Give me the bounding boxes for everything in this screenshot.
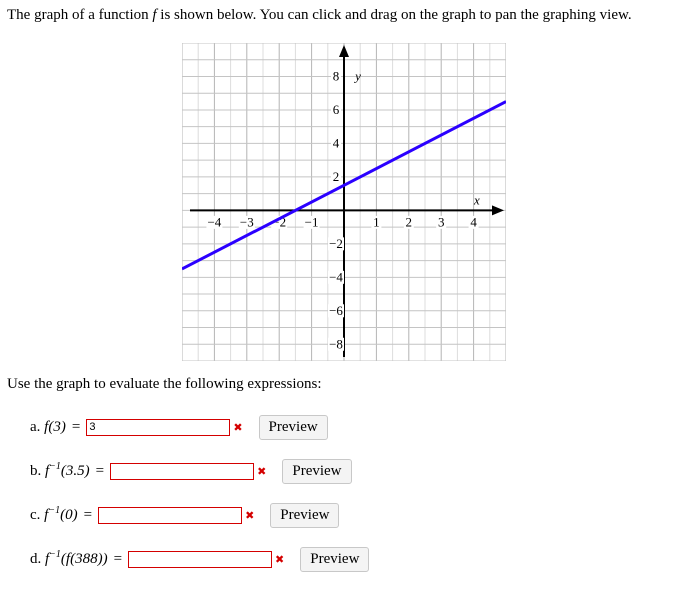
intro-text-start: The graph of a function: [7, 7, 153, 23]
preview-button-b[interactable]: Preview: [282, 459, 351, 484]
answer-input-b[interactable]: [110, 463, 254, 480]
question-d-equals: =: [113, 550, 123, 567]
x-tick-label: −3: [239, 214, 254, 230]
error-x-icon: ✖: [257, 464, 267, 478]
question-b-equals: =: [95, 462, 105, 479]
x-tick-label: 2: [405, 214, 413, 230]
answer-input-d[interactable]: [128, 551, 272, 568]
question-a: [30, 415, 328, 439]
error-x-icon: ✖: [245, 508, 255, 522]
question-a-label: a.: [30, 418, 41, 435]
x-tick-label: 4: [470, 214, 477, 230]
x-tick-label: −1: [304, 214, 319, 230]
question-b-argument: (3.5): [60, 462, 90, 479]
y-tick-label: 8: [332, 68, 340, 84]
question-c-equals: =: [83, 506, 93, 523]
y-tick-label: −2: [329, 235, 343, 251]
question-c: [30, 503, 339, 527]
question-c-function: f: [44, 506, 49, 523]
question-b-function: f: [45, 462, 50, 479]
x-tick-label: 3: [437, 214, 445, 230]
question-a-equals: =: [71, 418, 81, 435]
preview-button-c[interactable]: Preview: [270, 503, 339, 528]
y-tick-label: 6: [332, 101, 340, 117]
error-x-icon: ✖: [233, 420, 243, 434]
question-c-inverse-sup: −1: [48, 504, 61, 516]
function-graph[interactable]: [182, 43, 506, 361]
y-tick-label: −4: [329, 269, 343, 285]
question-b-label: b.: [30, 462, 42, 479]
x-axis-label: x: [473, 192, 480, 208]
question-c-label: c.: [30, 506, 41, 523]
question-c-argument: (0): [60, 506, 78, 523]
intro-text-end: is shown below. You can click and drag on the graph to pan the graphing view.: [156, 7, 632, 23]
y-tick-label: 4: [332, 135, 340, 151]
question-d-label: d.: [30, 550, 42, 567]
question-d-inverse-sup: −1: [49, 548, 61, 560]
question-b: [30, 459, 352, 483]
preview-button-d[interactable]: Preview: [300, 547, 369, 572]
question-d-function: f: [45, 550, 50, 567]
question-d-argument: (f(388)): [60, 550, 108, 567]
answer-input-a[interactable]: [86, 419, 230, 436]
y-tick-label: −6: [329, 302, 343, 318]
y-tick-label: −8: [329, 336, 343, 352]
question-a-expression: f(3): [44, 418, 66, 435]
instructions-text: Use the graph to evaluate the following expressions:: [7, 376, 322, 392]
x-tick-label: 1: [373, 214, 380, 230]
error-x-icon: ✖: [275, 552, 285, 566]
question-d: [30, 547, 369, 571]
problem-intro: [7, 7, 632, 24]
y-axis-label: y: [355, 68, 361, 84]
y-tick-label: 2: [332, 168, 340, 184]
x-tick-label: −4: [207, 214, 222, 230]
answer-input-c[interactable]: [98, 507, 242, 524]
question-b-inverse-sup: −1: [49, 460, 61, 472]
preview-button-a[interactable]: Preview: [259, 415, 328, 440]
intro-function-name: f: [152, 7, 157, 23]
x-tick-label: −2: [272, 214, 287, 230]
